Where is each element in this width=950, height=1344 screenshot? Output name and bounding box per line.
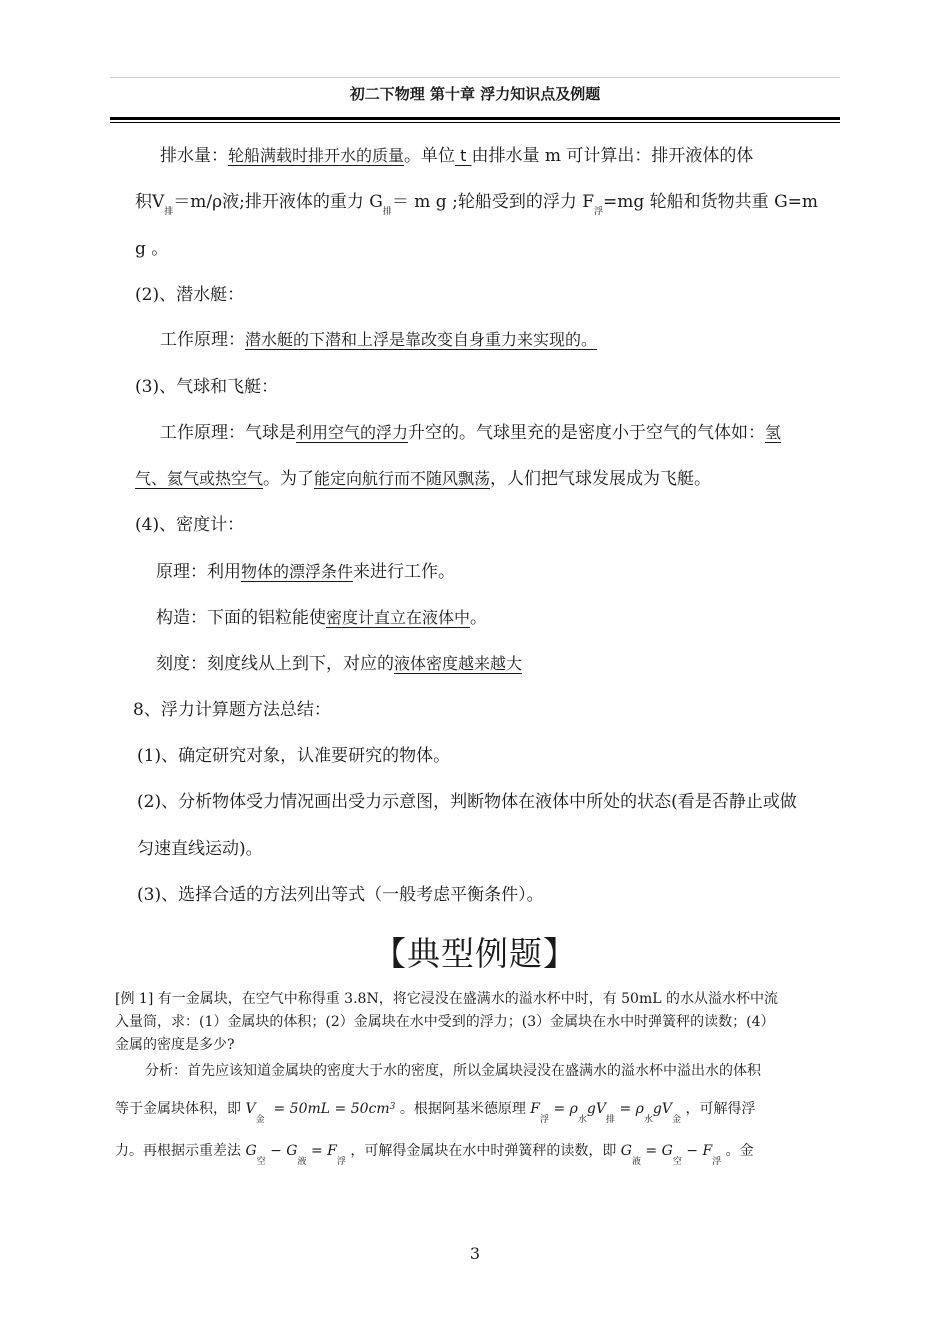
text-span: 升空的。气球里充的是密度小于空气的气体如： bbox=[408, 423, 766, 443]
underlined-text: 利用空气的浮力 bbox=[296, 423, 409, 442]
unit-label: 。单位 bbox=[404, 146, 456, 166]
method-title: 8、浮力计算题方法总结： bbox=[133, 700, 331, 720]
balloon-line-2 bbox=[135, 468, 711, 490]
subscript: 排 bbox=[382, 207, 392, 217]
balloon-line-1 bbox=[160, 422, 781, 444]
formula-volume: $V_金 = 50mL = 50cm^3$ bbox=[245, 1101, 396, 1125]
hydrometer-scale bbox=[156, 653, 522, 675]
text-span: ，可解得金属块在水中时弹簧秤的读数，即 bbox=[350, 1143, 617, 1159]
method-step-1: (1)、确定研究对象，认准要研究的物体。 bbox=[137, 746, 451, 766]
method-step-2b: 匀速直线运动)。 bbox=[137, 839, 263, 859]
text-span: 。 bbox=[470, 608, 488, 628]
hydrometer-structure bbox=[156, 607, 487, 629]
underlined-text: 潜水艇的下潜和上浮是靠改变自身重力来实现的。 bbox=[245, 330, 598, 349]
text-span: ，可解得浮 bbox=[685, 1101, 756, 1117]
underlined-text: 能定向航行而不随风飘荡 bbox=[314, 469, 491, 488]
page-number: 3 bbox=[469, 1244, 481, 1263]
method-step-3: (3)、选择合适的方法列出等式（一般考虑平衡条件）。 bbox=[137, 885, 544, 905]
text-span: ＝m/ρ液;排开液体的重力 G bbox=[173, 192, 383, 212]
underlined-text: 液体密度越来越大 bbox=[394, 654, 523, 673]
text-span: 等于金属块体积，即 bbox=[115, 1101, 241, 1117]
analysis-line-3 bbox=[115, 1140, 754, 1173]
method-step-2a: (2)、分析物体受力情况画出受力示意图，判断物体在液体中所处的状态(看是否静止或做 bbox=[137, 792, 797, 812]
hydrometer-title: (4)、密度计： bbox=[135, 515, 245, 535]
text-span: 刻度：刻度线从上到下，对应的 bbox=[156, 654, 394, 674]
displacement-line-2 bbox=[135, 191, 818, 223]
balloon-title: (3)、气球和飞艇： bbox=[135, 377, 279, 397]
subscript: 浮 bbox=[594, 207, 604, 217]
unit-value: t bbox=[455, 146, 472, 165]
example-line-3: 金属的密度是多少? bbox=[115, 1037, 235, 1053]
formula-archimedes: $F_浮 = \rho_水gV_排 = \rho_水gV_金$ bbox=[530, 1101, 681, 1125]
formula-weight-difference: $G_空 - G_液 = F_浮$ bbox=[245, 1143, 346, 1167]
example-line-1: [例 1] 有一金属块，在空气中称得重 3.8N，将它浸没在盛满水的溢水杯中时，有 50mL 的水从溢水杯中流 bbox=[115, 991, 778, 1007]
text-span: 来进行工作。 bbox=[353, 562, 456, 582]
underlined-text: 密度计直立在液体中 bbox=[326, 608, 471, 627]
displacement-label: 排水量： bbox=[160, 146, 228, 166]
text-span: =mg 轮船和货物共重 G=m bbox=[603, 192, 819, 212]
text-span: 。金 bbox=[725, 1143, 754, 1159]
header-rule-thin bbox=[110, 122, 840, 123]
text-span: 原理：利用 bbox=[156, 562, 241, 582]
displacement-definition: 轮船满载时排开水的质量 bbox=[228, 146, 405, 165]
text-span: ＝ m g ;轮船受到的浮力 F bbox=[391, 192, 595, 212]
subscript: 排 bbox=[164, 207, 174, 217]
submarine-principle bbox=[160, 329, 597, 351]
submarine-title: (2)、潜水艇： bbox=[135, 285, 245, 305]
text-span: ，人们把气球发展成为飞艇。 bbox=[490, 469, 712, 489]
example-line-2: 入量筒，求：(1）金属块的体积；(2）金属块在水中受到的浮力；(3）金属块在水中时弹簧秤的读数；(4） bbox=[115, 1014, 775, 1030]
analysis-line-2 bbox=[115, 1096, 755, 1131]
text-span: 工作原理：气球是 bbox=[160, 423, 296, 443]
displacement-rest: 由排水量 m 可计算出：排开液体的体 bbox=[471, 146, 754, 166]
header-title: 初二下物理 第十章 浮力知识点及例题 bbox=[349, 85, 601, 103]
hydrometer-principle bbox=[156, 561, 455, 583]
text-span: 积V bbox=[135, 192, 165, 212]
text-span: 构造：下面的铝粒能使 bbox=[156, 608, 326, 628]
displacement-line-1 bbox=[160, 145, 753, 167]
label: 工作原理： bbox=[160, 330, 245, 350]
analysis-line-1: 分析：首先应该知道金属块的密度大于水的密度，所以金属块浸没在盛满水的溢水杯中溢出水的体积 bbox=[145, 1063, 761, 1079]
displacement-line-3: g 。 bbox=[135, 239, 169, 259]
text-span: 力。再根据示重差法 bbox=[115, 1143, 241, 1159]
underlined-text: 氢 bbox=[765, 423, 782, 442]
section-heading: 【典型例题】 bbox=[373, 934, 577, 973]
text-span: 。根据阿基米德原理 bbox=[399, 1101, 526, 1117]
header-top-rule bbox=[110, 77, 840, 78]
text-span: 。为了 bbox=[263, 469, 315, 489]
header-rule-thick bbox=[110, 117, 840, 120]
underlined-text: 气、氦气或热空气 bbox=[135, 469, 264, 488]
underlined-text: 物体的漂浮条件 bbox=[241, 562, 354, 581]
formula-scale-reading: $G_液 = G_空 - F_浮$ bbox=[620, 1143, 722, 1167]
